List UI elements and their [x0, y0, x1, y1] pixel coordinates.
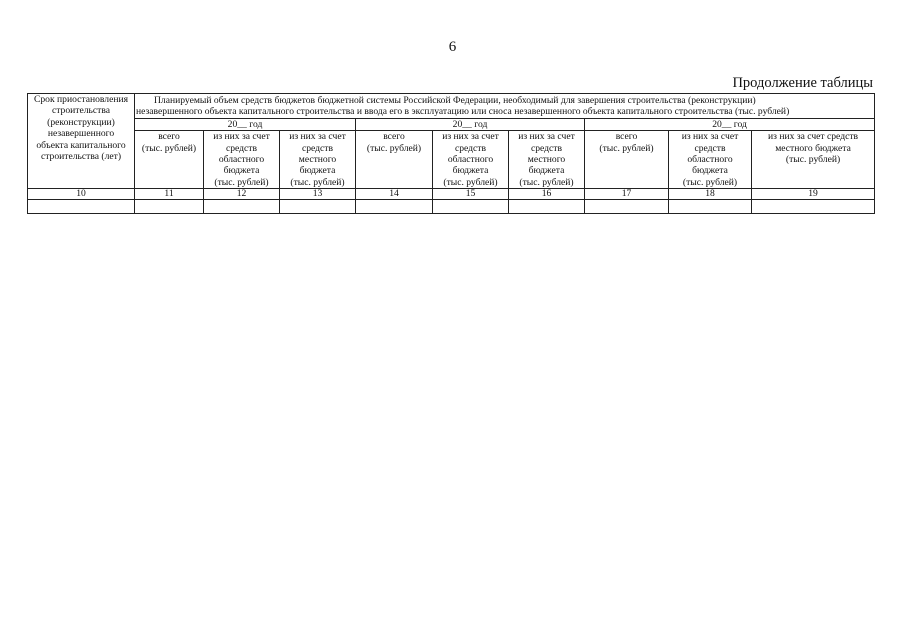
- header-total-3: [585, 131, 669, 189]
- header-text: местного: [527, 154, 566, 166]
- header-text: областного: [447, 154, 494, 166]
- header-text: (тыс. рублей): [599, 142, 654, 154]
- empty-cell: [433, 200, 509, 214]
- column-number: 19: [752, 189, 875, 200]
- year-label: 20__ год: [227, 118, 263, 130]
- header-text: средств: [301, 142, 334, 154]
- header-text: из них за счет: [681, 131, 739, 143]
- column-number: 12: [204, 189, 280, 200]
- header-year-1: [135, 118, 356, 130]
- header-text: средств: [530, 142, 563, 154]
- column-number: 11: [135, 189, 204, 200]
- header-text: (тыс. рублей): [682, 176, 738, 188]
- header-planned-funds-line2: незавершенного объекта капитального строительства и ввода его в эксплуатацию или сноса незавершенного объекта капитального строительства (тыс. рублей): [136, 106, 790, 118]
- header-text: бюджета: [692, 165, 728, 177]
- header-text: областного: [218, 154, 265, 166]
- header-local-1: [280, 131, 356, 189]
- header-text: средств: [454, 142, 487, 154]
- column-number: 16: [509, 189, 585, 200]
- empty-cell: [669, 200, 752, 214]
- header-text: (тыс. рублей): [214, 176, 269, 188]
- header-text: бюджета: [452, 165, 489, 177]
- column-number: 10: [28, 189, 135, 200]
- header-text: средств: [225, 142, 258, 154]
- empty-cell: [752, 200, 875, 214]
- header-text: местного бюджета: [775, 142, 851, 154]
- header-text: областного: [687, 154, 733, 166]
- header-text: (тыс. рублей): [141, 142, 197, 154]
- header-text: (тыс. рублей): [290, 176, 345, 188]
- header-text: Срок приостановления: [33, 94, 129, 105]
- header-text: объекта капитального: [36, 139, 126, 151]
- header-total-1: [135, 131, 204, 189]
- year-label: 20__ год: [712, 118, 747, 130]
- empty-cell: [585, 200, 669, 214]
- header-total-2: [356, 131, 433, 189]
- empty-cell: [509, 200, 585, 214]
- header-text: всего: [158, 131, 180, 143]
- header-text: из них за счет средств: [768, 131, 859, 143]
- empty-cell: [356, 200, 433, 214]
- column-number: 13: [280, 189, 356, 200]
- header-planned-funds-line1: Планируемый объем средств бюджетов бюджетной системы Российской Федерации, необходимый для завершения строительства (реконструкции): [154, 95, 756, 106]
- table-continuation-label: Продолжение таблицы: [732, 75, 873, 91]
- header-text: всего: [383, 131, 405, 143]
- empty-cell: [204, 200, 280, 214]
- header-text: строительства: [51, 105, 111, 117]
- header-row-subcolumns: [28, 131, 875, 189]
- header-text: (тыс. рублей): [785, 154, 841, 166]
- header-text: бюджета: [299, 165, 336, 177]
- column-number: 18: [669, 189, 752, 200]
- header-year-2: [356, 118, 585, 130]
- page-number: 6: [448, 39, 457, 55]
- header-text: (тыс. рублей): [519, 176, 574, 188]
- header-text: незавершенного: [47, 128, 115, 140]
- header-local-2: [509, 131, 585, 189]
- header-text: (тыс. рублей): [366, 142, 422, 154]
- header-text: бюджета: [223, 165, 260, 177]
- header-text: из них за счет: [289, 131, 346, 143]
- header-suspension-period: [28, 94, 135, 189]
- year-label: 20__ год: [452, 118, 488, 130]
- empty-cell: [280, 200, 356, 214]
- column-number-row: [28, 189, 875, 200]
- header-text: из них за счет: [442, 131, 499, 143]
- header-text: из них за счет: [518, 131, 575, 143]
- header-text: из них за счет: [213, 131, 270, 143]
- column-number: 17: [585, 189, 669, 200]
- empty-cell: [135, 200, 204, 214]
- header-text: местного: [298, 154, 337, 166]
- header-text: (реконструкции): [47, 116, 115, 128]
- header-text: строительства (лет): [40, 151, 122, 163]
- table-row: [28, 200, 875, 214]
- header-text: всего: [615, 131, 638, 143]
- empty-cell: [28, 200, 135, 214]
- header-row-years: [28, 118, 875, 130]
- header-year-3: [585, 118, 875, 130]
- header-row-1: [28, 94, 875, 119]
- header-regional-3: [669, 131, 752, 189]
- header-text: (тыс. рублей): [443, 176, 498, 188]
- budget-table: [27, 93, 875, 214]
- header-regional-2: [433, 131, 509, 189]
- header-text: средств: [694, 142, 726, 154]
- header-local-3: [752, 131, 875, 189]
- header-regional-1: [204, 131, 280, 189]
- column-number: 14: [356, 189, 433, 200]
- header-text: бюджета: [528, 165, 565, 177]
- column-number: 15: [433, 189, 509, 200]
- header-planned-funds: [135, 94, 875, 119]
